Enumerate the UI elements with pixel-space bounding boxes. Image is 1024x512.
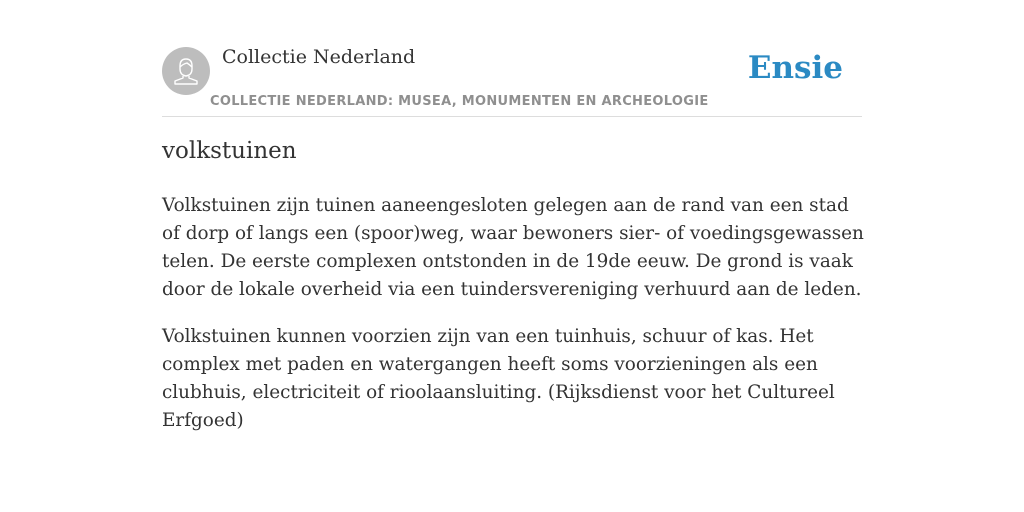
user-icon xyxy=(162,47,210,95)
avatar[interactable] xyxy=(162,47,210,95)
page-title: volkstuinen xyxy=(162,138,297,164)
paragraph: Volkstuinen zijn tuinen aaneengesloten gelegen aan de rand van een stad of dorp of langs een (spoor)weg, waar bewoners sier- of voedingsgewassen telen. De eerste complexen ontstonden in de 19de eeuw. De grond is vaak door de lokale overheid via een tuindersvereniging verhuurd aan de leden. xyxy=(162,195,864,300)
author-name[interactable]: Collectie Nederland xyxy=(222,46,416,68)
header xyxy=(162,40,862,117)
article-body xyxy=(162,192,866,454)
paragraph: Volkstuinen kunnen voorzien zijn van een tuinhuis, schuur of kas. Het complex met paden en watergangen heeft soms voorzieningen als een clubhuis, electriciteit of rioolaansluiting. (Rijksdienst voor het Cultureel Erfgoed) xyxy=(162,326,835,431)
ensie-logo[interactable]: Ensie xyxy=(747,50,843,86)
source-label[interactable]: COLLECTIE NEDERLAND: MUSEA, MONUMENTEN EN ARCHEOLOGIE xyxy=(210,94,709,109)
